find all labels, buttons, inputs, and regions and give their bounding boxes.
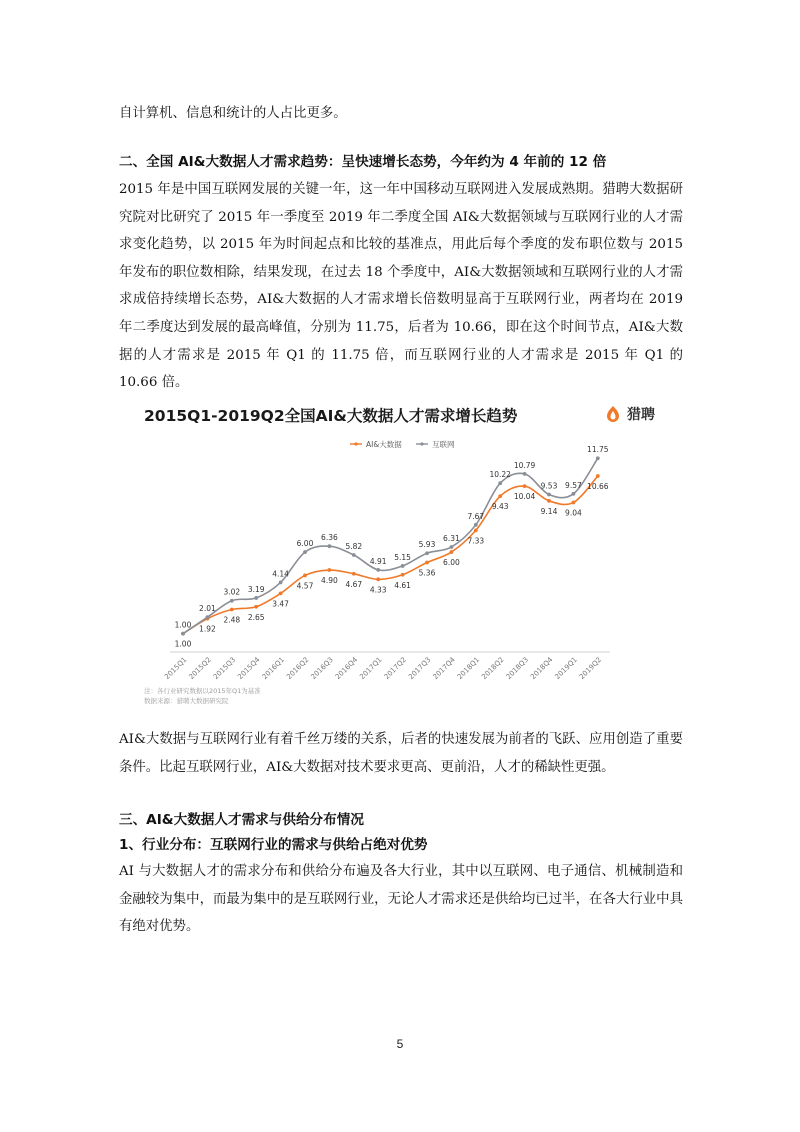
data-point xyxy=(376,577,380,581)
data-point xyxy=(425,561,429,565)
data-label: 9.43 xyxy=(491,502,509,512)
series-line xyxy=(183,476,598,634)
data-point xyxy=(425,551,429,555)
liepin-logo xyxy=(604,404,655,424)
x-tick-label: 2017Q3 xyxy=(407,655,433,682)
data-label: 5.82 xyxy=(345,542,363,552)
x-tick-label: 2017Q4 xyxy=(431,655,457,682)
x-tick-label: 2018Q2 xyxy=(480,655,506,682)
data-label: 2.48 xyxy=(223,615,241,625)
data-point xyxy=(376,568,380,572)
x-tick-label: 2017Q2 xyxy=(382,655,409,682)
series-line xyxy=(183,458,598,633)
data-point xyxy=(303,574,307,578)
liepin-logo-icon xyxy=(604,405,622,423)
x-tick-label: 2016Q4 xyxy=(333,655,360,682)
data-point xyxy=(474,528,478,532)
section-3-paragraph: AI 与大数据人才的需求分布和供给分布遍及各大行业，其中以互联网、电子通信、机械制造和金融较为集中，而最为集中的是互联网行业，无论人才需求还是供给均已过半，在各大行业中具有绝对优势。 xyxy=(119,864,683,935)
data-label: 5.36 xyxy=(418,568,436,578)
data-point xyxy=(254,596,258,600)
data-label: 1.00 xyxy=(174,639,192,649)
data-point xyxy=(523,484,527,488)
data-point xyxy=(547,493,551,497)
data-point xyxy=(279,591,283,595)
x-tick-label: 2016Q3 xyxy=(309,655,335,682)
x-tick-label: 2015Q1 xyxy=(163,655,189,682)
legend-label: 互联网 xyxy=(432,440,455,449)
data-point xyxy=(230,599,234,603)
intro-line: 自计算机、信息和统计的人占比更多。 xyxy=(119,106,347,121)
data-label: 4.33 xyxy=(369,585,387,595)
legend-label: AI&大数据 xyxy=(366,440,402,449)
legend-marker xyxy=(354,442,357,445)
data-label: 6.00 xyxy=(296,539,314,549)
data-label: 4.14 xyxy=(272,569,289,579)
data-label: 10.22 xyxy=(489,470,511,480)
data-point xyxy=(206,615,210,619)
data-label: 9.04 xyxy=(565,508,582,518)
x-tick-label: 2016Q2 xyxy=(285,655,311,682)
data-point xyxy=(328,568,332,572)
data-point xyxy=(572,492,576,496)
legend-marker xyxy=(420,442,423,445)
data-point xyxy=(498,494,502,498)
data-point xyxy=(596,474,600,478)
liepin-logo-text: 猎聘 xyxy=(627,407,655,423)
data-label: 1.00 xyxy=(174,620,192,630)
x-tick-label: 2015Q2 xyxy=(187,655,213,682)
data-label: 4.67 xyxy=(345,579,363,589)
data-point xyxy=(547,499,551,503)
x-tick-label: 2018Q1 xyxy=(455,655,482,682)
data-point xyxy=(450,550,454,554)
data-label: 5.15 xyxy=(394,552,411,562)
data-point xyxy=(401,573,405,577)
chart-title: 2015Q1-2019Q2全国AI&大数据人才需求增长趋势 xyxy=(144,407,518,425)
data-point xyxy=(230,608,234,612)
data-label: 9.57 xyxy=(565,480,582,490)
trend-chart xyxy=(138,398,678,710)
data-label: 3.19 xyxy=(247,584,265,594)
data-point xyxy=(328,544,332,548)
data-label: 6.36 xyxy=(321,533,338,543)
x-tick-label: 2018Q4 xyxy=(529,655,555,682)
section-3-subheading: 1、行业分布：互联网行业的需求与供给占绝对优势 xyxy=(119,837,428,853)
chart-note: 注：各行业研究数据以2015年Q1为基准 xyxy=(144,687,261,695)
chart-canvas xyxy=(138,398,678,710)
section-3-heading: 三、AI&大数据人才需求与供给分布情况 xyxy=(119,812,364,828)
x-tick-label: 2016Q1 xyxy=(260,655,287,682)
x-tick-label: 2015Q4 xyxy=(236,655,262,682)
data-point xyxy=(352,572,356,576)
data-point xyxy=(498,481,502,485)
x-tick-label: 2019Q2 xyxy=(577,655,604,682)
data-point xyxy=(474,523,478,527)
data-label: 10.66 xyxy=(587,482,609,492)
data-label: 3.47 xyxy=(272,599,289,609)
x-tick-label: 2019Q1 xyxy=(553,655,579,682)
section-2-closing-paragraph: AI&大数据与互联网行业有着千丝万缕的关系，后者的快速发展为前者的飞跃、应用创造了重要条件。比起互联网行业，AI&大数据对技术要求更高、更前沿，人才的稀缺性更强。 xyxy=(119,732,683,775)
data-label: 2.65 xyxy=(247,612,265,622)
data-label: 4.91 xyxy=(369,556,387,566)
section-2-paragraph: 2015 年是中国互联网发展的关键一年，这一年中国移动互联网进入发展成熟期。猎聘大数据研究院对比研究了 2015 年一季度至 2019 年二季度全国 AI&大数据领域与互联网行业的人才需求变化趋势，以 2015 年为时间起点和比较的基准点，用此后每个季度的发布职位数与 2015 年发布的职位数相除，结果发现，在过去 18 个季度中，AI&大数据领域和互联网行业的人才需求成倍持续增长态势，AI&大数据的人才需求增长倍数明显高于互联网行业，两者均在 2019 年二季度达到发展的最高峰值，分别为 11.75，后者为 10.66，即在这个时间节点，AI&大数据的人才需求是 2015 年 Q1 的 11.75 倍，而互联网行业的人才需求是 2015 年 Q1 的 10.66 倍。 xyxy=(119,182,683,391)
x-tick-label: 2017Q1 xyxy=(358,655,384,682)
data-label: 1.92 xyxy=(199,624,216,634)
data-label: 2.01 xyxy=(199,604,216,614)
data-point xyxy=(450,545,454,549)
data-label: 9.14 xyxy=(540,506,558,516)
chart-source: 数据来源：猎聘大数据研究院 xyxy=(144,697,229,705)
page-number: 5 xyxy=(396,1037,404,1051)
data-point xyxy=(352,553,356,557)
data-label: 11.75 xyxy=(587,445,609,455)
section-2-heading: 二、全国 AI&大数据人才需求趋势：呈快速增长态势，今年约为 4 年前的 12 倍 xyxy=(119,154,607,170)
data-label: 6.31 xyxy=(443,534,460,544)
data-label: 4.57 xyxy=(296,581,314,591)
data-point xyxy=(523,472,527,476)
data-point xyxy=(572,501,576,505)
data-label: 5.93 xyxy=(418,540,436,550)
data-point xyxy=(181,632,185,636)
data-point xyxy=(254,605,258,609)
data-label: 6.00 xyxy=(443,558,460,568)
data-label: 7.67 xyxy=(467,511,485,521)
data-label: 4.90 xyxy=(321,576,338,586)
data-point xyxy=(401,564,405,568)
data-point xyxy=(303,550,307,554)
data-point xyxy=(596,456,600,460)
data-point xyxy=(279,581,283,585)
data-label: 4.61 xyxy=(394,580,411,590)
data-label: 9.53 xyxy=(540,481,558,491)
data-label: 10.04 xyxy=(513,492,536,502)
data-label: 10.79 xyxy=(513,460,536,470)
x-tick-label: 2018Q3 xyxy=(504,655,531,682)
data-label: 3.02 xyxy=(223,587,241,597)
data-label: 7.33 xyxy=(467,536,485,546)
x-tick-label: 2015Q3 xyxy=(211,655,238,682)
